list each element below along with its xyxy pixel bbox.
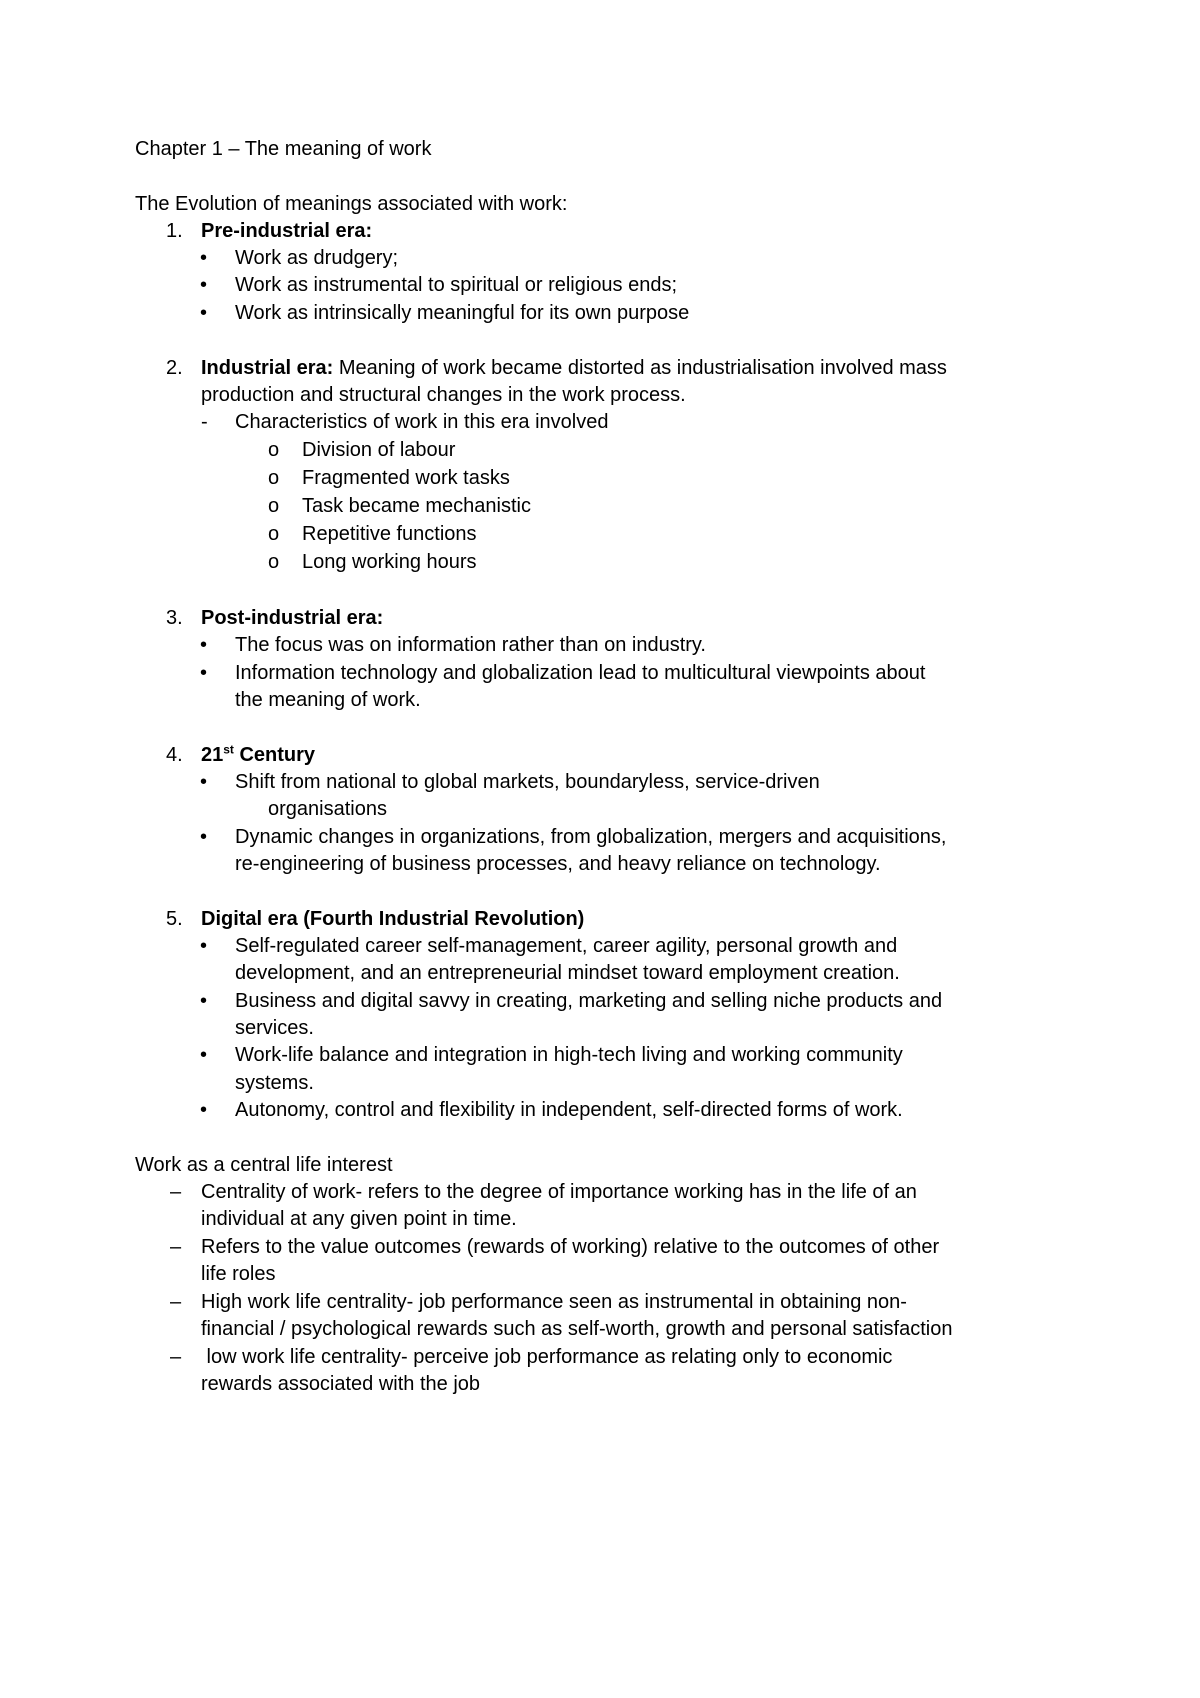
- sub-list-item: Division of labour: [302, 439, 456, 461]
- dash-glyph: –: [170, 1346, 182, 1368]
- list-item-continuation: systems.: [235, 1072, 314, 1094]
- circle-bullet-glyph: o: [268, 439, 280, 461]
- list-item-continuation: life roles: [201, 1263, 276, 1285]
- bullet-glyph: •: [200, 247, 208, 269]
- section-heading: Post-industrial era:: [201, 607, 384, 629]
- chapter-title: Chapter 1 – The meaning of work: [135, 138, 432, 160]
- bullet-glyph: •: [200, 662, 208, 684]
- list-item-continuation: financial / psychological rewards such as self-worth, growth and personal satisfaction: [201, 1318, 953, 1340]
- section-heading: Pre-industrial era:: [201, 220, 373, 242]
- bullet-glyph: •: [200, 826, 208, 848]
- list-item: Self-regulated career self-management, career agility, personal growth and: [235, 935, 898, 957]
- list-item-continuation: re-engineering of business processes, and heavy reliance on technology.: [235, 853, 881, 875]
- circle-bullet-glyph: o: [268, 467, 280, 489]
- bullet-glyph: •: [200, 935, 208, 957]
- heading-text: Century: [233, 744, 316, 766]
- list-item: Autonomy, control and flexibility in independent, self-directed forms of work.: [235, 1099, 903, 1121]
- list-number: 1.: [166, 220, 183, 242]
- list-item-continuation: development, and an entrepreneurial mindset toward employment creation.: [235, 962, 900, 984]
- bullet-glyph: •: [200, 274, 208, 296]
- list-number: 2.: [166, 357, 183, 379]
- list-item-continuation: the meaning of work.: [235, 689, 421, 711]
- list-item: The focus was on information rather than on industry.: [235, 634, 706, 656]
- list-item: Refers to the value outcomes (rewards of working) relative to the outcomes of other: [201, 1236, 940, 1258]
- dash-glyph: –: [170, 1291, 182, 1313]
- section-text: Meaning of work became distorted as industrialisation involved mass: [338, 357, 947, 379]
- heading-superscript: st: [223, 742, 234, 757]
- list-item: High work life centrality- job performance seen as instrumental in obtaining non-: [201, 1291, 907, 1313]
- list-item-continuation: rewards associated with the job: [201, 1373, 481, 1395]
- list-item: Information technology and globalization lead to multicultural viewpoints about: [235, 662, 926, 684]
- list-item-continuation: organisations: [268, 798, 387, 820]
- list-item: Work as drudgery;: [235, 247, 399, 269]
- list-item: Centrality of work- refers to the degree of importance working has in the life of an: [201, 1181, 917, 1203]
- intro-line: The Evolution of meanings associated with work:: [135, 193, 568, 215]
- section-line: [201, 356, 947, 380]
- section-heading: Digital era (Fourth Industrial Revolution): [201, 908, 585, 930]
- list-item: Characteristics of work in this era involved: [235, 411, 609, 433]
- dash-glyph: -: [201, 411, 208, 433]
- list-item-continuation: individual at any given point in time.: [201, 1208, 517, 1230]
- bullet-glyph: •: [200, 990, 208, 1012]
- bullet-glyph: •: [200, 771, 208, 793]
- list-item: Work as intrinsically meaningful for its own purpose: [235, 302, 690, 324]
- list-item: Dynamic changes in organizations, from globalization, mergers and acquisitions,: [235, 826, 947, 848]
- sub-list-item: Task became mechanistic: [302, 495, 531, 517]
- dash-glyph: –: [170, 1236, 182, 1258]
- list-number: 3.: [166, 607, 183, 629]
- list-item: Work as instrumental to spiritual or religious ends;: [235, 274, 678, 296]
- sub-list-item: Repetitive functions: [302, 523, 477, 545]
- bullet-glyph: •: [200, 1099, 208, 1121]
- bullet-glyph: •: [200, 302, 208, 324]
- section-heading: [201, 743, 315, 767]
- list-number: 4.: [166, 744, 183, 766]
- circle-bullet-glyph: o: [268, 551, 280, 573]
- dash-glyph: –: [170, 1181, 182, 1203]
- section-heading: Industrial era:: [201, 357, 334, 379]
- circle-bullet-glyph: o: [268, 495, 280, 517]
- sub-list-item: Long working hours: [302, 551, 477, 573]
- list-item: Shift from national to global markets, boundaryless, service-driven: [235, 771, 820, 793]
- section-heading: Work as a central life interest: [135, 1154, 393, 1176]
- list-item: Work-life balance and integration in high-tech living and working community: [235, 1044, 903, 1066]
- list-number: 5.: [166, 908, 183, 930]
- list-item: low work life centrality- perceive job performance as relating only to economic: [201, 1346, 893, 1368]
- heading-ordinal: 21: [201, 744, 224, 766]
- bullet-glyph: •: [200, 634, 208, 656]
- circle-bullet-glyph: o: [268, 523, 280, 545]
- bullet-glyph: •: [200, 1044, 208, 1066]
- list-item: Business and digital savvy in creating, marketing and selling niche products and: [235, 990, 943, 1012]
- list-item-continuation: services.: [235, 1017, 314, 1039]
- sub-list-item: Fragmented work tasks: [302, 467, 510, 489]
- section-text: production and structural changes in the work process.: [201, 384, 686, 406]
